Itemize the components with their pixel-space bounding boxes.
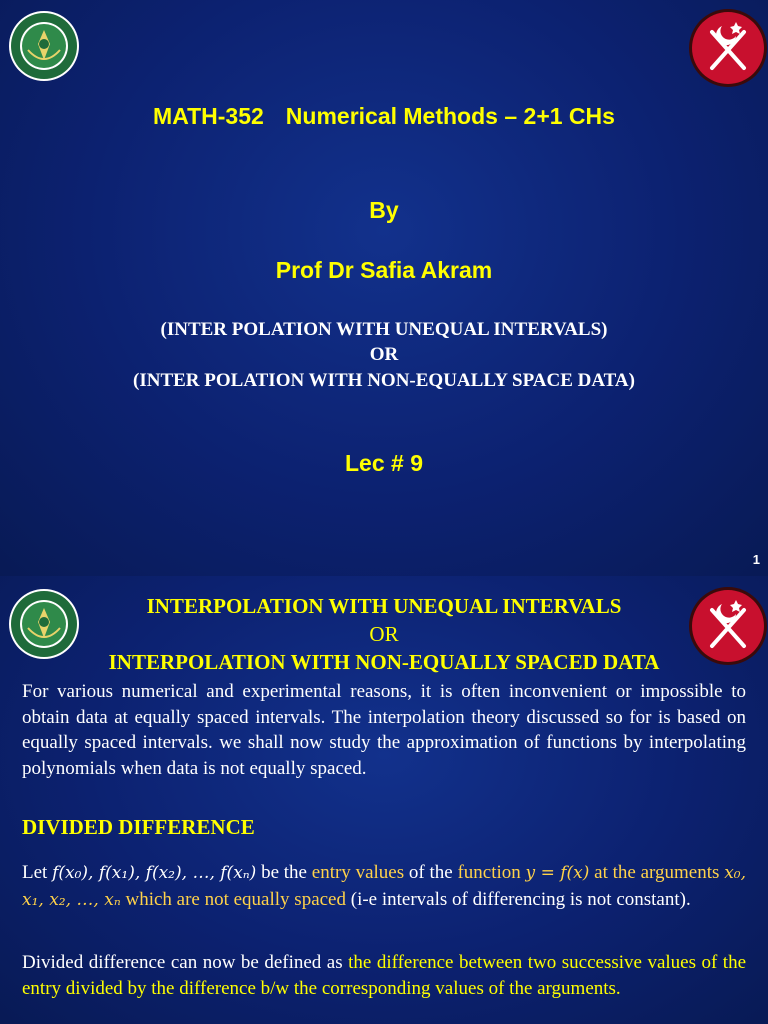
course-name: Numerical Methods – 2+1 CHs [285,103,615,129]
college-seal-icon [8,10,80,82]
differencing-text: (i-e intervals of differencing is not constant). [350,888,691,910]
entry-values-text: entry values [311,862,405,883]
by-label: By [369,197,399,223]
text-let: Let [22,862,48,883]
intro-paragraph: For various numerical and experimental reasons, it is often inconvenient or impossible to obtain data at equally spaced intervals. The interpolation theory discussed so for is based on equally spaced intervals. we shall now study the approximation of functions by interpolating polynomials when data is not equally spaced. [22,681,746,779]
lecture-number: Lec # 9 [345,450,423,476]
course-title [0,103,768,130]
function-formula: y = f(x) [525,863,590,883]
slide-heading-or: OR [369,622,399,646]
arguments-formula: x₀, x₁, x₂, …, xₙ [22,863,746,910]
definition-highlight: the difference between two successive values of the entry divided by the difference b/w the corresponding values of the arguments. [22,952,747,999]
definition-paragraph [22,860,746,913]
slide-heading-1: INTERPOLATION WITH UNEQUAL INTERVALS [146,594,622,618]
army-emblem-icon [688,8,768,88]
divided-difference-definition [22,950,746,1001]
subtitle-line-1: (INTER POLATION WITH UNEQUAL INTERVALS) [160,319,608,340]
function-text: function [457,862,521,883]
text-of-the: of the [408,862,453,883]
text-be-the: be the [261,862,307,883]
at-arguments-text: at the arguments [594,862,720,883]
page-number: 1 [752,552,760,567]
subtitle-or: OR [369,344,399,365]
author-name: Prof Dr Safia Akram [275,257,493,283]
slide-heading-2: INTERPOLATION WITH NON-EQUALLY SPACED DATA [108,650,660,674]
section-title: DIVIDED DIFFERENCE [22,815,255,839]
entry-values-formula: f(x₀), f(x₁), f(x₂), …, f(xₙ) [52,863,257,883]
not-equally-spaced-text: which are not equally spaced [125,888,346,910]
content-slide [0,576,768,1024]
course-code: MATH-352 [153,103,264,129]
definition-start: Divided difference can now be defined as [22,952,343,973]
subtitle-line-2: (INTER POLATION WITH NON-EQUALLY SPACE DATA) [133,370,635,391]
